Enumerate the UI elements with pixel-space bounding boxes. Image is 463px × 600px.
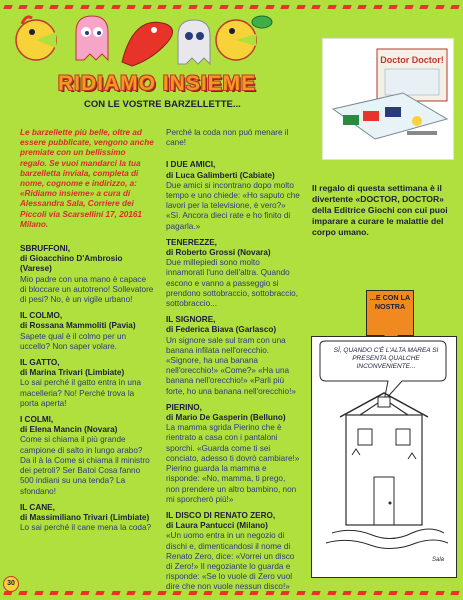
mascots-illustration (14, 6, 274, 72)
border-dash (389, 5, 398, 9)
border-dash (142, 591, 151, 595)
border-dash (450, 591, 459, 595)
border-dash (342, 5, 351, 9)
joke-text: «Un uomo entra in un negozio di dischi e, dimenticandosi il nome di Renato Zero, dice: «Vorrei un disco di Zero!» Il negoziante lo guarda e risponde: «Se lo vuole di Zero vuol dire che non vuole nessun disco!» (166, 531, 295, 592)
border-dash (96, 591, 105, 595)
prize-game-photo (322, 38, 454, 160)
border-dash (419, 5, 428, 9)
joke-title: SBRUFFONI, (20, 244, 71, 254)
joke (166, 403, 300, 505)
joke-continuation: Perché la coda non può menare il cane! (166, 128, 289, 148)
joke-title: IL CANE, (20, 502, 55, 512)
joke-author: di Federica Biava (Garlasco) (166, 325, 277, 335)
border-dash (311, 5, 320, 9)
border-dash (126, 591, 135, 595)
joke (20, 311, 154, 352)
border-dash (358, 5, 367, 9)
joke (20, 415, 154, 497)
joke-text: Mio padre con una mano è capace di bloccare un autotreno! Sollevatore di pesi? No, è un vigile urbano! (20, 274, 154, 305)
joke-author: di Luca Galimberti (Cabiate) (166, 170, 275, 180)
page-subtitle: CON LE VOSTRE BARZELLETTE... (84, 99, 241, 110)
border-dash (404, 591, 413, 595)
joke-title: I DUE AMICI, (166, 160, 216, 170)
joke-author: di Laura Pantucci (Milano) (166, 521, 268, 531)
joke-author: di Roberto Grossi (Novara) (166, 248, 271, 258)
joke (20, 503, 154, 534)
joke (166, 315, 300, 397)
page-title: RIDIAMO INSIEME (58, 72, 257, 95)
border-dash (373, 591, 382, 595)
joke-title: IL GATTO, (20, 358, 60, 368)
joke-title: PIERINO, (166, 402, 202, 412)
border-dash (65, 591, 74, 595)
board-game-illustration (323, 39, 453, 159)
border-dash (281, 5, 290, 9)
border-dash (404, 5, 413, 9)
joke-text: Come si chiama il più grande campione di salto in lungo arabo? Da il à la Come si chiama il ministro dei petroli? Ser Batoi Cosa fanno 500 indiani su una tenda? La sfondano! (20, 435, 150, 496)
joke-title: I COLMI, (20, 415, 54, 425)
border-dash (34, 591, 43, 595)
joke (166, 238, 300, 309)
joke (166, 160, 300, 231)
border-dash (358, 591, 367, 595)
border-dash (3, 5, 12, 9)
joke-author: di Marina Trivari (Limbiate) (20, 368, 125, 378)
middle-column (166, 128, 300, 599)
border-dash (80, 591, 89, 595)
border-dash (419, 591, 428, 595)
joke-text: Due amici si incontrano dopo molto tempo e uno chiede: «Ho saputo che lavori per la televisione, è vero?» «Sì. Ancora dieci rate e ho finito di pagarla.» (166, 180, 300, 231)
joke-title: TENEREZZE, (166, 237, 217, 247)
joke (20, 244, 154, 305)
joke-author: di Elena Mancin (Novara) (20, 425, 118, 435)
border-dash (389, 591, 398, 595)
cartoon-banner: ...E CON LA NOSTRA (366, 290, 414, 336)
border-dash (111, 591, 120, 595)
box-title: Doctor Doctor! (380, 55, 444, 65)
joke-text: Due millepiedi sono molto innamorati l'uno dell'altra. Quando escono e vanno a passeggio si prendono sottobraccio, sottobraccio, sottobraccio... (166, 258, 298, 309)
joke-text: Un signore sale sul tram con una banana infilata nell'orecchio. «Signore, ha una banana nell'orecchio!» «Come?» «Ha una banana nell'orecchio!» «Parli più forte, ho una banana nell'orecchio!» (166, 335, 296, 396)
border-dash (327, 5, 336, 9)
left-column (20, 128, 154, 539)
joke-text: Sapete qual è il colmo per un uccello? Non saper volare. (20, 331, 127, 351)
joke-text: Lo sai perché il cane mena la coda? (20, 523, 152, 533)
joke-text: La mamma sgrida Pierino che è rientrato a casa con i pantaloni sporchi. «Guarda come ti sei conciato, adesso ti dovrò cambiare!» Pierino guarda la mamma e risponde: «No, mamma, ti prego, non prendere un altro bambino, non mi sporcherò più!» (166, 423, 300, 504)
border-dash (373, 5, 382, 9)
joke (166, 511, 300, 593)
prize-caption: Il regalo di questa settimana è il divertente «DOCTOR, DOCTOR» della Editrice Giochi con cui puoi imparare a curare le malattie del corpo umano. (312, 182, 448, 237)
joke-author: di Gioacchino D'Ambrosio (Varese) (20, 254, 123, 274)
border-dash (49, 591, 58, 595)
border-dash (435, 591, 444, 595)
border-dash (327, 591, 336, 595)
border-dash (342, 591, 351, 595)
border-dash (450, 5, 459, 9)
border-dash (435, 5, 444, 9)
joke-title: IL DISCO DI RENATO ZERO, (166, 510, 276, 520)
intro-text: Le barzellette più belle, oltre ad essere pubblicate, vengono anche premiate con un bellissimo regalo. Se vuoi mandarci la tua barzelletta inviala, completa di nome, cognome e indirizzo, a: «Ridiamo insieme» a cura di Alessandra Sala, Corriere dei Piccoli via Scarsellini 17, 20161 Milano. (20, 128, 154, 229)
joke-author: di Rossana Mammoliti (Pavia) (20, 321, 136, 331)
border-dash (311, 591, 320, 595)
joke-text: Lo sai perché il gatto entra in una macelleria? No! Perché trova la porta aperta! (20, 378, 142, 408)
joke-title: IL SIGNORE, (166, 315, 216, 325)
cartoon-panel (311, 336, 457, 578)
joke-author: di Massimiliano Trivari (Limbiate) (20, 512, 150, 522)
cartoon-drawing (312, 337, 455, 576)
speech-bubble-text: SÌ, QUANDO C'È L'ALTA MAREA SI PRESENTA QUALCHE INCONVENIENTE... (333, 347, 439, 370)
border-dash (296, 5, 305, 9)
joke-author: di Mario De Gasperin (Belluno) (166, 413, 286, 423)
joke-title: IL COLMO, (20, 311, 63, 321)
artist-signature: Sala (432, 557, 445, 563)
border-dash (18, 591, 27, 595)
page-number: 30 (3, 576, 19, 592)
joke (20, 358, 154, 409)
